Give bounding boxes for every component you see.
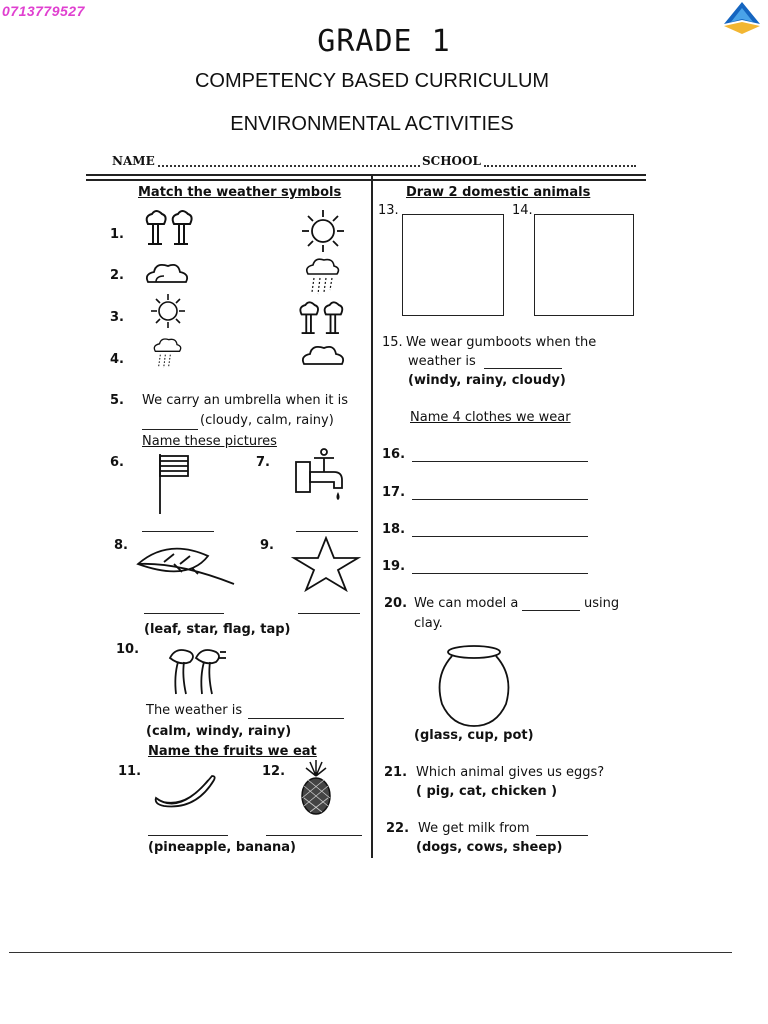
windy-trees-icon: [166, 646, 228, 698]
q5-text: We carry an umbrella when it is: [142, 393, 348, 408]
q21-text: Which animal gives us eggs?: [416, 765, 605, 780]
worksheet: [86, 150, 646, 885]
q20-answer-line[interactable]: [522, 609, 580, 611]
pictures-heading: Name these pictures: [142, 434, 277, 449]
draw-heading: Draw 2 domestic animals: [406, 185, 591, 200]
q13-number: 13.: [378, 203, 399, 218]
q15-options: (windy, rainy, cloudy): [408, 373, 566, 388]
q10-text: The weather is: [146, 703, 243, 718]
q15-answer-line[interactable]: [484, 367, 562, 369]
q15-text: We wear gumboots when the: [406, 335, 597, 350]
q9-number: 9.: [260, 538, 274, 553]
rain-cloud-small-icon: [152, 336, 182, 370]
q5-number: 5.: [110, 393, 124, 408]
q1-number: 1.: [110, 227, 124, 242]
q3-number: 3.: [110, 310, 124, 325]
q10-answer-line[interactable]: [248, 717, 344, 719]
banana-icon: [152, 772, 218, 812]
q14-drawing-box[interactable]: [534, 214, 634, 316]
fruits-options: (pineapple, banana): [148, 840, 296, 855]
q21-number: 21.: [384, 765, 408, 780]
q16-answer-line[interactable]: [412, 460, 588, 462]
q18-number: 18.: [382, 522, 406, 537]
q7-answer-line[interactable]: [296, 530, 358, 532]
pot-icon: [436, 642, 512, 728]
q4-number: 4.: [110, 352, 124, 367]
q20-text-3: clay.: [414, 616, 443, 631]
q11-number: 11.: [118, 764, 142, 779]
q5-options: (cloudy, calm, rainy): [200, 413, 334, 428]
q5-answer-line[interactable]: [142, 428, 198, 430]
top-rule-2: [86, 179, 646, 181]
clothes-heading: Name 4 clothes we wear: [410, 410, 571, 425]
trees-icon-2: [296, 300, 352, 340]
leaf-icon: [134, 540, 238, 586]
q2-number: 2.: [110, 268, 124, 283]
q10-options: (calm, windy, rainy): [146, 724, 292, 739]
q21-options: ( pig, cat, chicken ): [416, 784, 558, 799]
fruits-heading: Name the fruits we eat: [148, 744, 317, 759]
top-rule: [86, 174, 646, 176]
pictures-options: (leaf, star, flag, tap): [144, 622, 291, 637]
match-heading: Match the weather symbols: [138, 185, 342, 200]
star-icon: [290, 536, 362, 592]
q6-answer-line[interactable]: [142, 530, 214, 532]
name-label: NAME: [112, 154, 155, 168]
q7-number: 7.: [256, 455, 270, 470]
sun-small-icon: [148, 292, 188, 330]
pineapple-icon: [296, 758, 336, 816]
flag-icon: [154, 452, 194, 516]
sun-icon: [298, 208, 348, 254]
q13-drawing-box[interactable]: [402, 214, 504, 316]
q12-answer-line[interactable]: [266, 834, 362, 836]
q17-answer-line[interactable]: [412, 498, 588, 500]
rain-cloud-icon: [304, 256, 340, 296]
q9-answer-line[interactable]: [298, 612, 360, 614]
q22-options: (dogs, cows, sheep): [416, 840, 563, 855]
clouds-icon: [144, 260, 190, 286]
q8-number: 8.: [114, 538, 128, 553]
q22-answer-line[interactable]: [536, 834, 588, 836]
school-label: SCHOOL: [422, 154, 481, 168]
subject-title: ENVIRONMENTAL ACTIVITIES: [230, 113, 514, 135]
trees-icon: [142, 210, 202, 250]
q19-answer-line[interactable]: [412, 572, 588, 574]
q20-options: (glass, cup, pot): [414, 728, 534, 743]
q12-number: 12.: [262, 764, 286, 779]
q15-text-2: weather is: [408, 354, 476, 369]
q18-answer-line[interactable]: [412, 535, 588, 537]
q10-number: 10.: [116, 642, 140, 657]
q20-text: We can model a: [414, 596, 519, 611]
q20-text-2: using: [584, 596, 620, 611]
q22-text: We get milk from: [418, 821, 530, 836]
q16-number: 16.: [382, 447, 406, 462]
q8-answer-line[interactable]: [144, 612, 224, 614]
school-field[interactable]: [484, 155, 636, 167]
q19-number: 19.: [382, 559, 406, 574]
q22-number: 22.: [386, 821, 410, 836]
column-divider: [371, 174, 373, 858]
q6-number: 6.: [110, 455, 124, 470]
footer-rule: [9, 952, 732, 953]
name-field[interactable]: [158, 155, 420, 167]
tap-icon: [294, 448, 352, 502]
q15-number: 15.: [382, 335, 403, 350]
phone-number: 0713779527: [2, 3, 85, 19]
q20-number: 20.: [384, 596, 408, 611]
curriculum-title: COMPETENCY BASED CURRICULUM: [194, 70, 550, 92]
q11-answer-line[interactable]: [148, 834, 228, 836]
grade-title: GRADE 1: [317, 24, 451, 59]
q17-number: 17.: [382, 485, 406, 500]
clouds-icon-2: [300, 342, 346, 368]
q14-number: 14.: [512, 203, 533, 218]
